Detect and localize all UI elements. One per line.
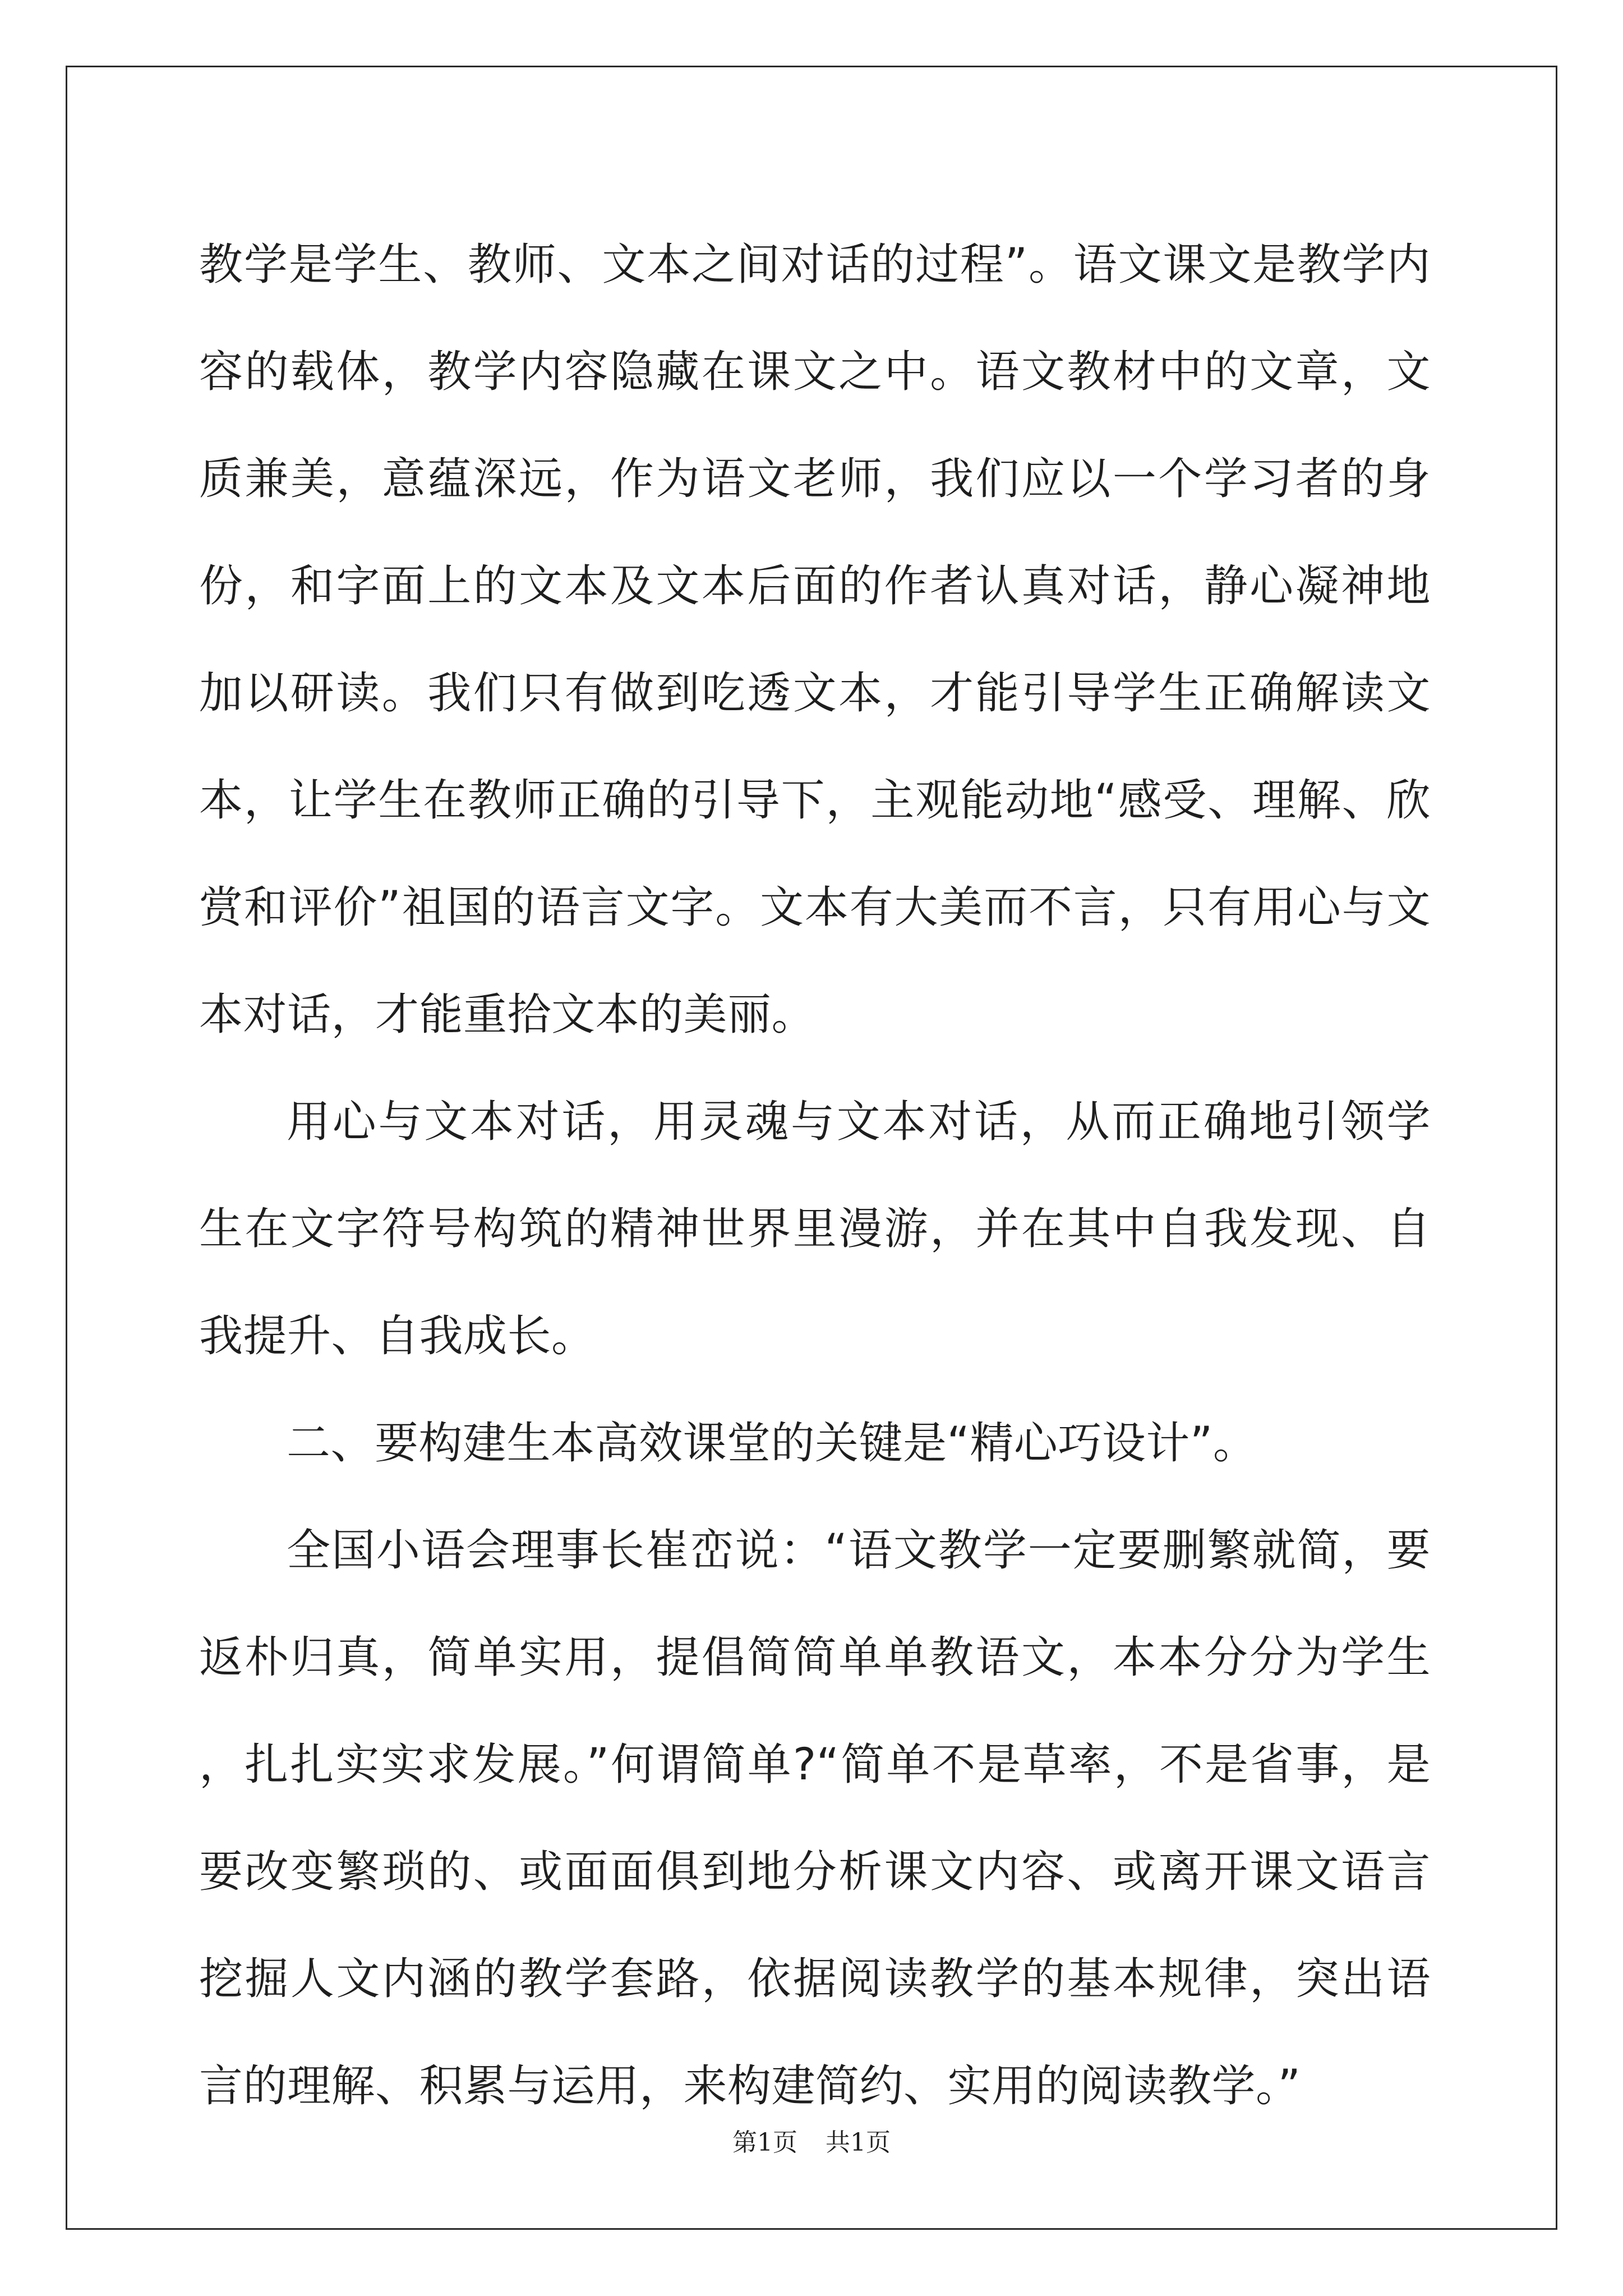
paragraph: 全国小语会理事长崔峦说：“语文教学一定要删繁就简，要返朴归真，简单实用，提倡简简单单教语文，本本分分为学生，扎扎实实求发展。”何谓简单?“简单不是草率，不是省事，是要改变繁琐的、或面面俱到地分析课文内容、或离开课文语言挖掘人文内涵的教学套路，依据阅读教学的基本规律，突出语言的理解、积累与运用，来构建简约、实用的阅读教学。” xyxy=(199,1525,1431,2111)
document-body xyxy=(199,211,1431,2140)
paragraph: 用心与文本对话，用灵魂与文本对话，从而正确地引领学生在文字符号构筑的精神世界里漫游，并在其中自我发现、自我提升、自我成长。 xyxy=(199,1097,1431,1361)
page-total: 共1页 xyxy=(826,2128,891,2157)
page-footer xyxy=(0,2126,1623,2160)
section-heading: 二、要构建生本高效课堂的关键是“精心巧设计”。 xyxy=(287,1418,1257,1469)
page-number: 第1页 xyxy=(732,2128,797,2157)
paragraph: 教学是学生、教师、文本之间对话的过程”。语文课文是教学内容的载体，教学内容隐藏在课文之中。语文教材中的文章，文质兼美，意蕴深远，作为语文老师，我们应以一个学习者的身份，和字面上的文本及文本后面的作者认真对话，静心凝神地加以研读。我们只有做到吃透文本，才能引导学生正确解读文本，让学生在教师正确的引导下，主观能动地“感受、理解、欣赏和评价”祖国的语言文字。文本有大美而不言，只有用心与文本对话，才能重拾文本的美丽。 xyxy=(199,240,1431,1040)
